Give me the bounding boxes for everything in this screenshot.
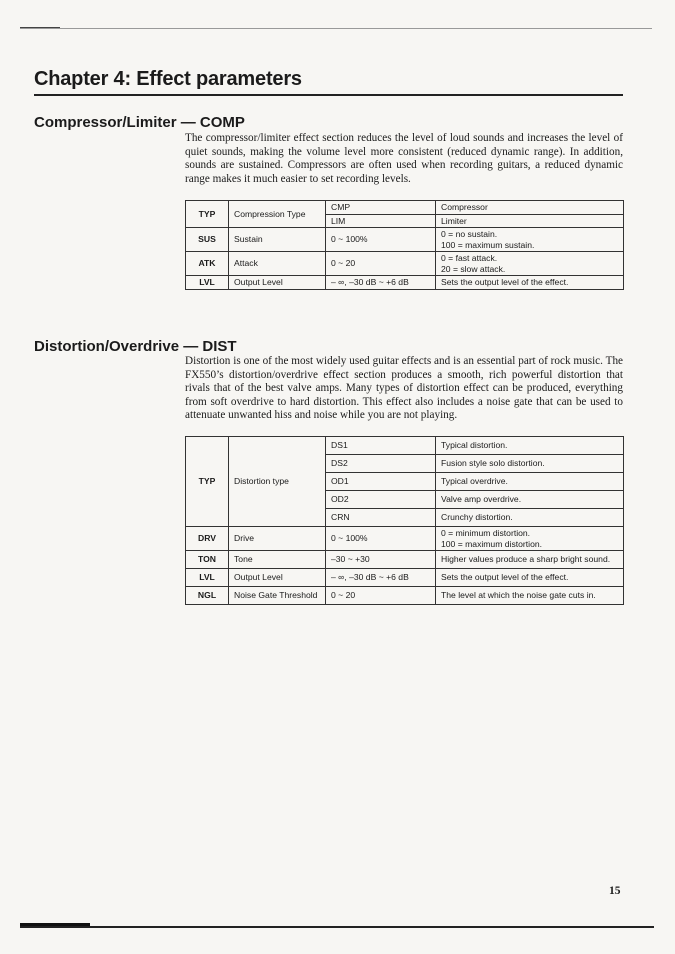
param-value: DS1 (326, 437, 436, 455)
param-name: Compression Type (229, 201, 326, 228)
table-row (186, 551, 624, 569)
table-row (186, 276, 624, 290)
param-abbreviation: LVL (186, 276, 229, 290)
param-value: 0 ~ 100% (326, 228, 436, 252)
param-value: 0 ~ 100% (326, 527, 436, 551)
comp-heading: Compressor/Limiter — COMP (34, 114, 245, 131)
param-description: Typical overdrive. (436, 473, 624, 491)
param-value: LIM (326, 214, 436, 228)
table-row (186, 587, 624, 605)
param-name: Tone (229, 551, 326, 569)
param-value: CMP (326, 201, 436, 215)
page-number: 15 (609, 885, 621, 897)
param-abbreviation: TYP (186, 437, 229, 527)
chapter-underline (34, 94, 623, 96)
footer-rule (20, 926, 654, 928)
param-value: 0 ~ 20 (326, 587, 436, 605)
param-abbreviation: TON (186, 551, 229, 569)
table-row (186, 437, 624, 455)
comp-description: The compressor/limiter effect section reduces the level of loud sounds and increases the level of quiet sounds, making the volume level more consistent (reduced dynamic range). In addition, sounds are sustained. Compressors are often used when recording guitars, a reduced dynamic range makes it much easier to set recording levels. (185, 132, 623, 185)
param-description (436, 228, 624, 252)
header-rule (20, 28, 652, 29)
param-value: 0 ~ 20 (326, 252, 436, 276)
param-abbreviation: TYP (186, 201, 229, 228)
param-value: – ∞, –30 dB ~ +6 dB (326, 569, 436, 587)
param-description-line: 0 = minimum distortion. (441, 528, 531, 538)
param-abbreviation: DRV (186, 527, 229, 551)
param-name: Distortion type (229, 437, 326, 527)
table-row (186, 569, 624, 587)
param-description: The level at which the noise gate cuts in. (436, 587, 624, 605)
param-abbreviation: LVL (186, 569, 229, 587)
param-value: DS2 (326, 455, 436, 473)
param-value: – ∞, –30 dB ~ +6 dB (326, 276, 436, 290)
table-row (186, 252, 624, 276)
comp-parameter-table (185, 200, 624, 290)
param-name: Attack (229, 252, 326, 276)
table-row (186, 201, 624, 215)
param-description-line: 20 = slow attack. (441, 263, 506, 274)
param-name: Output Level (229, 276, 326, 290)
param-description: Compressor (436, 201, 624, 215)
param-value: OD1 (326, 473, 436, 491)
param-value: –30 ~ +30 (326, 551, 436, 569)
dist-heading: Distortion/Overdrive — DIST (34, 338, 237, 355)
param-description: Limiter (436, 214, 624, 228)
param-name: Drive (229, 527, 326, 551)
param-name: Output Level (229, 569, 326, 587)
param-description (436, 252, 624, 276)
param-description: Higher values produce a sharp bright sound. (436, 551, 624, 569)
param-description: Fusion style solo distortion. (436, 455, 624, 473)
param-description: Crunchy distortion. (436, 509, 624, 527)
param-description-line: 0 = no sustain. (441, 229, 498, 239)
param-description-line: 100 = maximum distortion. (441, 538, 543, 549)
dist-parameter-table (185, 436, 624, 605)
param-abbreviation: ATK (186, 252, 229, 276)
param-description: Valve amp overdrive. (436, 491, 624, 509)
param-name: Sustain (229, 228, 326, 252)
param-value: OD2 (326, 491, 436, 509)
param-description: Typical distortion. (436, 437, 624, 455)
chapter-title: Chapter 4: Effect parameters (34, 68, 302, 90)
table-row (186, 228, 624, 252)
param-description (436, 527, 624, 551)
param-value: CRN (326, 509, 436, 527)
param-description-line: 0 = fast attack. (441, 253, 498, 263)
table-row (186, 527, 624, 551)
param-abbreviation: NGL (186, 587, 229, 605)
param-description-line: 100 = maximum sustain. (441, 239, 535, 250)
param-abbreviation: SUS (186, 228, 229, 252)
param-name: Noise Gate Threshold (229, 587, 326, 605)
dist-description: Distortion is one of the most widely used guitar effects and is an essential part of rock music. The FX550’s distortion/overdrive effect section produces a smooth, rich powerful distortion that rivals that of the best valve amps. Many types of distortion effect can be produced, everything from soft overdrive to hard distortion. This effect also includes a noise gate that can be used to attenuate unwanted hiss and noise while you are not playing. (185, 355, 623, 422)
param-description: Sets the output level of the effect. (436, 276, 624, 290)
param-description: Sets the output level of the effect. (436, 569, 624, 587)
